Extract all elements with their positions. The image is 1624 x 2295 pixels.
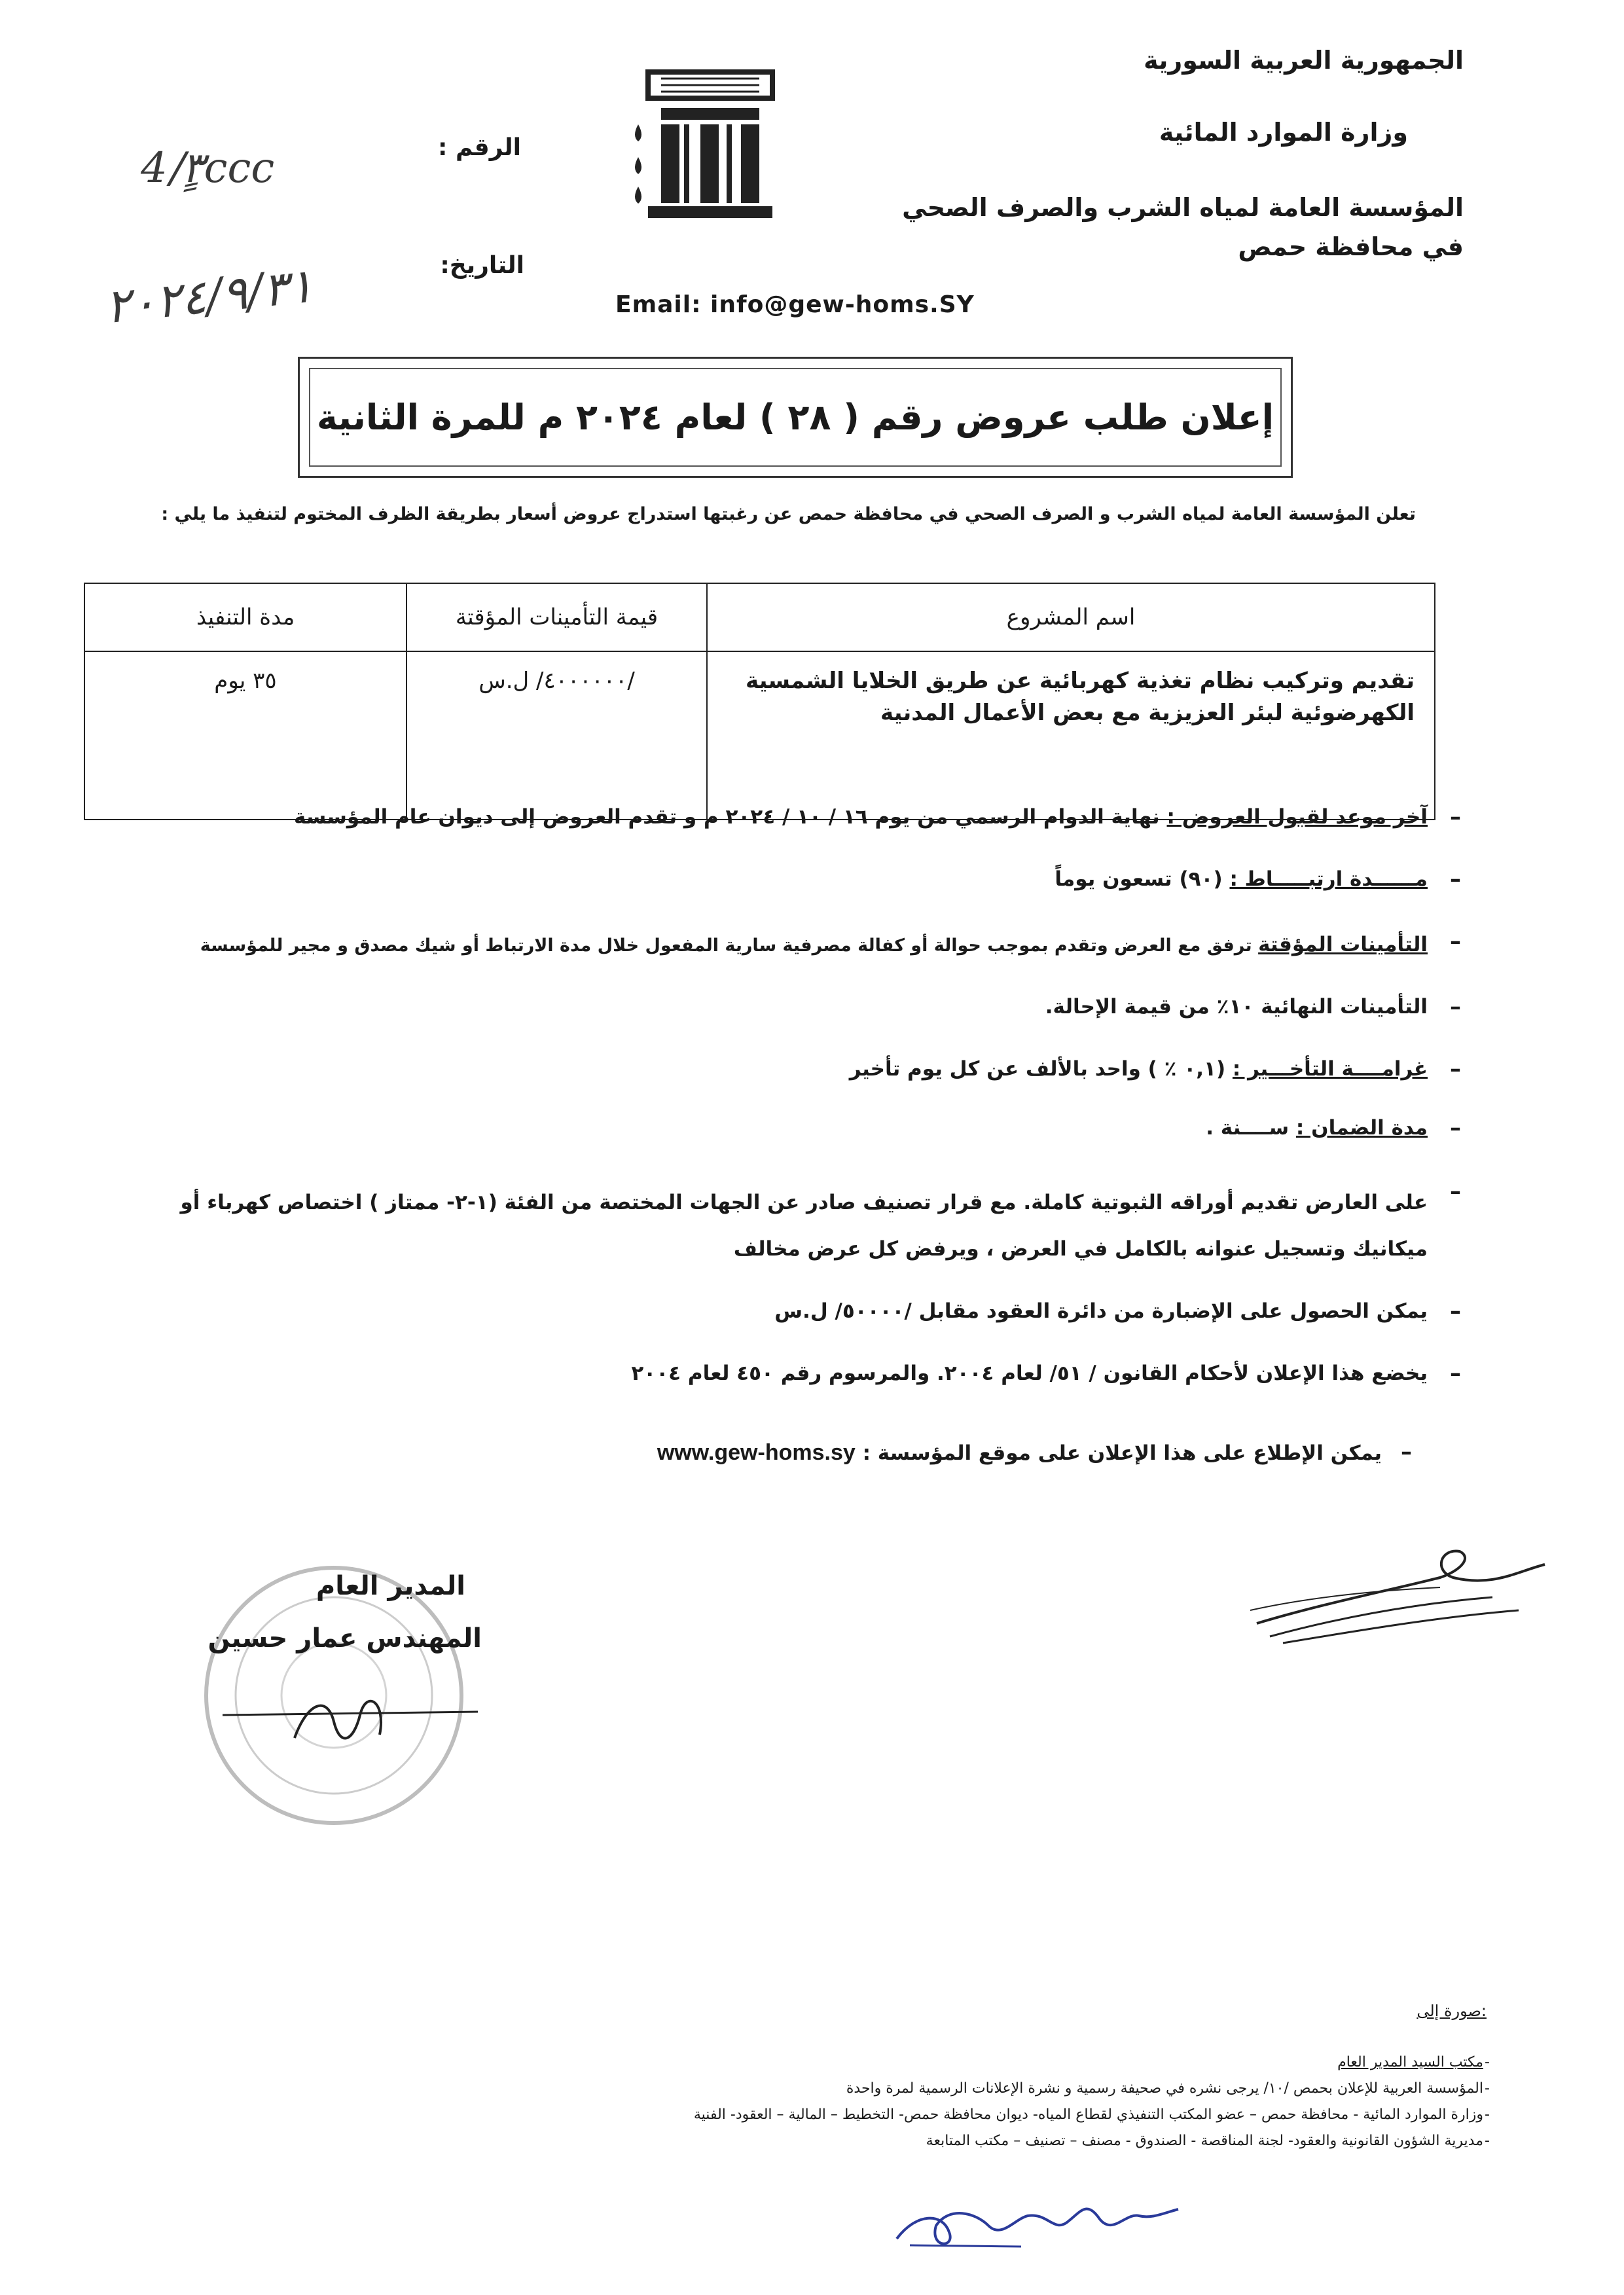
bullet-dash: – xyxy=(1450,1115,1461,1141)
bullet-dash: – xyxy=(1450,1298,1461,1324)
condition-temp-deposit-label: التأمينات المؤقتة xyxy=(1258,933,1428,956)
intro-text: تعلن المؤسسة العامة لمياه الشرب و الصرف الصحي في محافظة حمص عن رغبتها استدراج عروض أسعار بطريقة الظرف المختوم لتنفيذ ما يلي : xyxy=(161,504,1416,524)
number-value-handwritten: 4/ٍ٣ccc xyxy=(141,144,275,192)
cc-title: صورة إلى: xyxy=(1416,2002,1487,2020)
bullet-dash: – xyxy=(1450,1178,1461,1204)
condition-final-deposit: التأمينات النهائية ١٠٪ من قيمة الإحالة. xyxy=(1045,995,1428,1019)
bullet-dash: - xyxy=(1485,2133,1490,2149)
duration-value: ٣٥ يوم xyxy=(84,651,406,820)
cc-item: المؤسسة العربية للإعلان بحمص /١٠/ يرجى نشره في صحيفة رسمية و نشرة الإعلانات الرسمية لمرة واحدة xyxy=(846,2080,1483,2097)
condition-documents: على العارض تقديم أوراقه الثبوتية كاملة. مع قرار تصنيف صادر عن الجهات المختصة من الفئة (١-٢- ممتاز ) اختصاص كهرباء أو ميكانيك وتسجيل عنوانه بالكامل في العرض ، ويرفض كل عرض مخالف xyxy=(180,1191,1428,1261)
condition-commitment-period xyxy=(1055,867,1428,891)
condition-website-label: يمكن الإطلاع على هذا الإعلان على موقع المؤسسة : xyxy=(862,1441,1382,1465)
bullet-dash: – xyxy=(1450,994,1461,1020)
table-header-row xyxy=(84,583,1435,651)
condition-warranty xyxy=(1206,1116,1428,1140)
condition-temp-deposit xyxy=(151,930,1428,960)
bullet-dash: – xyxy=(1450,1056,1461,1082)
condition-delay-label: غرامــــة التأخـــير : xyxy=(1232,1057,1428,1081)
email-address: Email: info@gew-homs.SY xyxy=(615,291,975,318)
number-label: الرقم : xyxy=(438,134,521,161)
condition-deadline xyxy=(151,805,1428,829)
ministry-name: وزارة الموارد المائية xyxy=(1159,118,1408,147)
bullet-dash: - xyxy=(1485,2054,1490,2070)
handwritten-signature xyxy=(1244,1525,1558,1650)
cc-item: مديرية الشؤون القانونية والعقود- لجنة المناقصة - الصندوق - مصنف – تصنيف – مكتب المتابعة xyxy=(926,2133,1483,2149)
condition-legal-basis: يخضع هذا الإعلان لأحكام القانون / ٥١/ لعام ٢٠٠٤. والمرسوم رقم ٤٥٠ لعام ٢٠٠٤ xyxy=(631,1362,1428,1385)
project-description: تقديم وتركيب نظام تغذية كهربائية عن طريق الخلايا الشمسية الكهرضوئية لبئر العزيزية مع بعض الأعمال المدنية xyxy=(707,651,1435,820)
announcement-title-box xyxy=(298,357,1293,478)
condition-website xyxy=(657,1440,1382,1466)
header-duration: مدة التنفيذ xyxy=(84,583,406,651)
header-deposit: قيمة التأمينات المؤقتة xyxy=(406,583,707,651)
bullet-dash: – xyxy=(1450,928,1461,954)
org-name-line2: في محافظة حمص xyxy=(1238,232,1464,261)
condition-warranty-label: مدة الضمان : xyxy=(1295,1116,1428,1140)
org-name-line1: المؤسسة العامة لمياه الشرب والصرف الصحي xyxy=(902,193,1464,222)
date-value-handwritten: ٢٠٢٤/٩/٣١ xyxy=(102,257,316,334)
bullet-dash: - xyxy=(1485,2080,1490,2097)
condition-deadline-text: نهاية الدوام الرسمي من يوم ١٦ / ١٠ / ٢٠٢٤ م و تقدم العروض إلى ديوان عام المؤسسة xyxy=(293,805,1160,829)
bullet-dash: – xyxy=(1401,1439,1412,1465)
condition-commitment-label: مــــــدة ارتبـــــاط : xyxy=(1229,867,1428,891)
director-title: المدير العام xyxy=(316,1571,465,1601)
project-table xyxy=(84,583,1435,820)
bullet-dash: – xyxy=(1450,1360,1461,1386)
condition-temp-deposit-text: ترفق مع العرض وتقدم بموجب حوالة أو كفالة مصرفية سارية المفعول خلال مدة الارتباط أو شيك مصدق و مجير للمؤسسة xyxy=(200,935,1252,956)
blue-handwritten-initials xyxy=(890,2186,1191,2258)
condition-delay-penalty xyxy=(850,1057,1428,1081)
condition-warranty-text: ســــنة . xyxy=(1206,1116,1290,1140)
cc-item: وزارة الموارد المائية - محافظة حمص – عضو المكتب التنفيذي لقطاع المياه- ديوان محافظة حمص- التخطيط – المالية – العقود- الفنية xyxy=(693,2106,1483,2123)
bullet-dash: – xyxy=(1450,804,1461,830)
bullet-dash: - xyxy=(1485,2106,1490,2123)
deposit-value: /٤٠٠٠٠٠٠/ ل.س xyxy=(406,651,707,820)
website-url: www.gew-homs.sy xyxy=(657,1440,856,1465)
date-label: التاريخ: xyxy=(440,252,524,279)
table-row xyxy=(84,651,1435,820)
bullet-dash: – xyxy=(1450,866,1461,892)
cc-item: مكتب السيد المدير العام xyxy=(1337,2054,1483,2070)
announcement-title: إعلان طلب عروض رقم ( ٢٨ ) لعام ٢٠٢٤ م للمرة الثانية xyxy=(316,397,1274,438)
director-name: المهندس عمار حسين xyxy=(208,1623,482,1653)
water-utility-logo-icon xyxy=(622,59,792,223)
header-project-name: اسم المشروع xyxy=(707,583,1435,651)
condition-commitment-text: (٩٠) تسعون يوماً xyxy=(1055,867,1223,891)
condition-delay-text: (٠,١ ٪ ) واحد بالألف عن كل يوم تأخير xyxy=(849,1057,1226,1081)
condition-deadline-label: آخر موعد لقبول العروض : xyxy=(1166,805,1428,829)
country-name: الجمهورية العربية السورية xyxy=(1144,46,1464,75)
director-signature xyxy=(216,1676,491,1767)
condition-tender-file: يمكن الحصول على الإضبارة من دائرة العقود مقابل /٥٠٠٠٠/ ل.س xyxy=(774,1299,1428,1323)
